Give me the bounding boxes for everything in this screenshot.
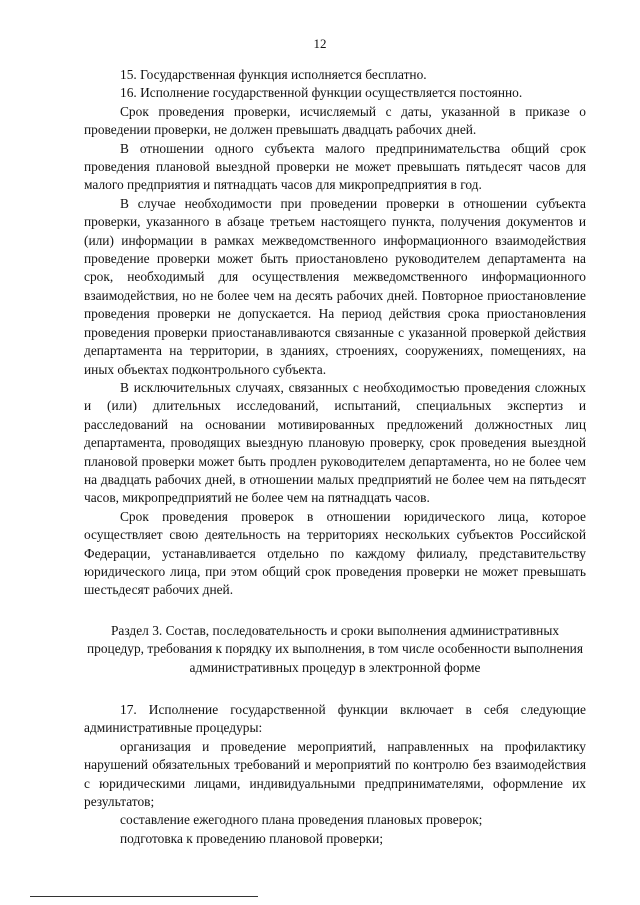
- heading-spacer: [84, 677, 586, 701]
- paragraph-small-business-term: В отношении одного субъекта малого предпринимательства общий срок проведения плановой выездной проверки не может превышать пятьдесят часов для малого предприятия и пятнадцать часов для микропредприятия в год.: [84, 140, 586, 193]
- procedure-item-annual-plan: составление ежегодного плана проведения плановых проверок;: [120, 812, 483, 828]
- footer-rule: [30, 896, 258, 897]
- procedure-item-preparation: подготовка к проведению плановой проверки;: [120, 830, 384, 846]
- paragraph-suspension: В случае необходимости при проведении проверки в отношении субъекта проверки, указанного в абзаце третьем настоящего пункта, получения документов и (или) информации в рамках межведомственного информационного взаимодействия проведение проверки может быть приостановлено руководителем департамента на срок, необходимый для осуществления межведомственного информационного взаимодействия, но не более чем на десять рабочих дней. Повторное приостановление проведения проверки не допускается. На период действия срока приостановления проведения проверки приостанавливаются связанные с указанной проверкой действия департамента на территории, в зданиях, строениях, сооружениях, помещениях, на иных объектах подконтрольного субъекта.: [84, 195, 586, 377]
- paragraph-inspection-term: Срок проведения проверки, исчисляемый с даты, указанной в приказе о проведении проверки, не должен превышать двадцать рабочих дней.: [84, 103, 586, 138]
- document-body: [84, 66, 586, 848]
- paragraph-extension: В исключительных случаях, связанных с необходимостью проведения сложных и (или) длительных исследований, испытаний, специальных экспертиз и расследований на основании мотивированных предложений должностных лиц департамента, проводящих выездную плановую проверку, срок проведения выездной плановой проверки может быть продлен руководителем департамента, но не более чем на двадцать рабочих дней, в отношении малых предприятий не более чем на пятьдесят часов, микропредприятий не более чем на пятнадцать часов.: [84, 379, 586, 506]
- procedure-item-prevention: организация и проведение мероприятий, направленных на профилактику нарушений обязательных требований и мероприятий по контролю без взаимодействия с юридическими лицами, индивидуальными предпринимателями, оформление их результатов;: [84, 738, 586, 810]
- section-3-heading: Раздел 3. Состав, последовательность и сроки выполнения административных процедур, требования к порядку их выполнения, в том числе особенности выполнения административных процедур в электронной форме: [86, 622, 584, 675]
- paragraph-16: 16. Исполнение государственной функции осуществляется постоянно.: [120, 85, 523, 101]
- paragraph-15: 15. Государственная функция исполняется бесплатно.: [120, 67, 427, 82]
- page-number: 12: [313, 36, 327, 51]
- paragraph-branches-term: Срок проведения проверок в отношении юридического лица, которое осуществляет свою деятельность на территориях нескольких субъектов Российской Федерации, устанавливается отдельно по каждому филиалу, представительству юридического лица, при этом общий срок проведения проверки не может превышать шестьдесят рабочих дней.: [84, 508, 586, 598]
- paragraph-17: 17. Исполнение государственной функции включает в себя следующие административные процедуры:: [84, 702, 586, 736]
